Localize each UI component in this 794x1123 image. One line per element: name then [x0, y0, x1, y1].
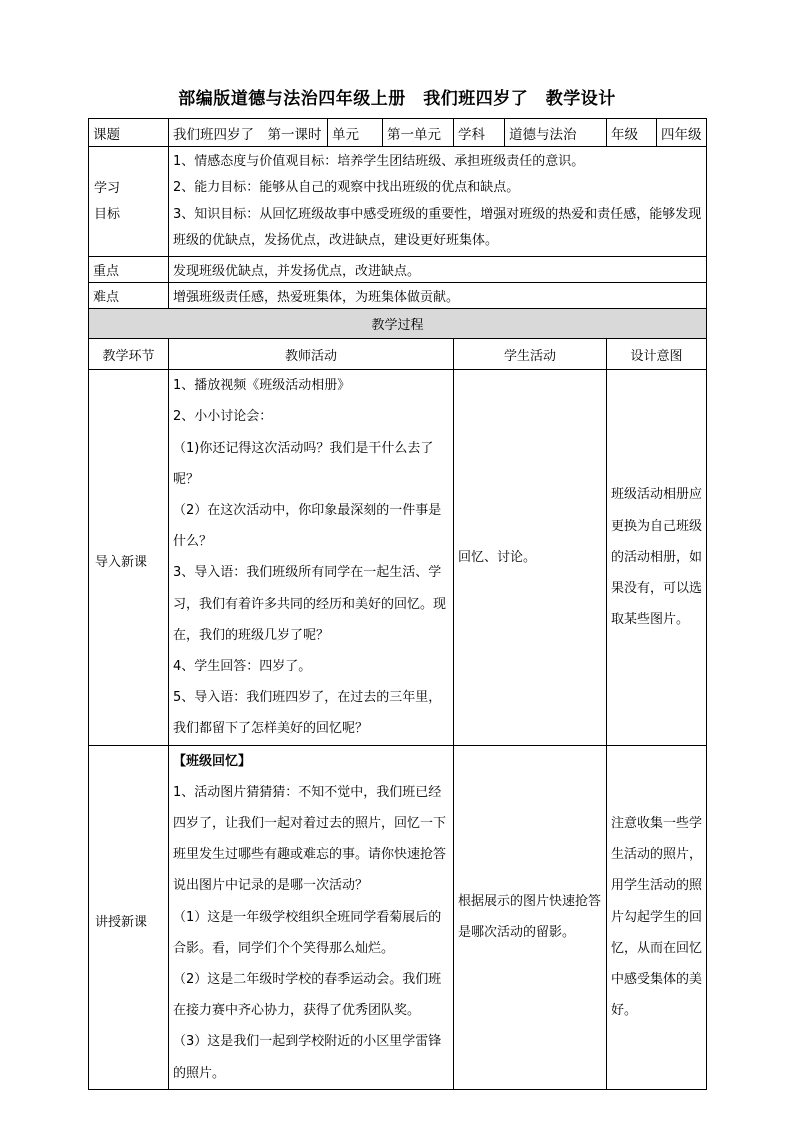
new-lesson-photo-3: （3）这是我们一起到学校附近的小区里学雷锋的照片。 — [173, 1034, 442, 1081]
document-title: 部编版道德与法治四年级上册 我们班四岁了 教学设计 — [178, 89, 616, 109]
new-lesson-step-1: 1、活动图片猜猜猜：不知不觉中，我们班已经四岁了，让我们一起对着过去的照片，回忆一下班里发生过哪些有趣或难忘的事。请你快速抢答说出图片中记录的是哪一次活动？ — [173, 784, 447, 894]
process-title: 教学过程 — [89, 309, 707, 339]
difficult-point-text: 增强班级责任感，热爱班集体，为班集体做贡献。 — [169, 283, 707, 309]
key-point-text: 发现班级优缺点，并发扬优点，改进缺点。 — [169, 257, 707, 283]
learning-goals-label: 学习 目标 — [89, 147, 169, 257]
subject-value: 道德与法治 — [505, 119, 607, 147]
column-header-intent: 设计意图 — [607, 339, 707, 370]
stage-row-new-lesson — [89, 745, 707, 1089]
goal-item-emotion: 1、情感态度与价值观目标：培养学生团结班级、承担班级责任的意识。 — [173, 154, 585, 169]
intro-step-3: 3、导入语：我们班级所有同学在一起生活、学习，我们有着许多共同的经历和美好的回忆。现在，我们的班级几岁了呢？ — [173, 565, 447, 643]
topic-value: 我们班四岁了 第一课时 — [169, 119, 328, 147]
header-row — [89, 119, 707, 147]
lesson-plan-table — [88, 118, 707, 1090]
difficult-point-label: 难点 — [89, 283, 169, 309]
subject-label: 学科 — [454, 119, 505, 147]
teacher-activity-new-lesson — [169, 745, 454, 1089]
intro-step-2-q2: （2）在这次活动中，你印象最深刻的一件事是什么？ — [173, 503, 442, 550]
intro-step-2-q1: （1)你还记得这次活动吗？我们是干什么去了呢？ — [173, 440, 434, 487]
student-activity-intro: 回忆、讨论。 — [454, 370, 607, 745]
key-point-row — [89, 257, 707, 283]
grade-value: 四年级 — [657, 119, 707, 147]
new-lesson-photo-2: （2）这是二年级时学校的春季运动会。我们班在接力赛中齐心协力，获得了优秀团队奖。 — [173, 972, 442, 1019]
intro-step-2: 2、小小讨论会： — [173, 409, 273, 425]
learning-goals-row — [89, 147, 707, 257]
design-intent-new-lesson: 注意收集一些学生活动的照片，用学生活动的照片勾起学生的回忆，从而在回忆中感受集体的美好。 — [607, 745, 707, 1089]
teacher-activity-intro — [169, 370, 454, 745]
column-header-teacher: 教师活动 — [169, 339, 454, 370]
difficult-point-row — [89, 283, 707, 309]
class-memory-heading: 【班级回忆】 — [173, 753, 252, 769]
column-header-stage: 教学环节 — [89, 339, 169, 370]
key-point-label: 重点 — [89, 257, 169, 283]
unit-label: 单元 — [328, 119, 383, 147]
stage-row-intro — [89, 370, 707, 745]
stage-name-new-lesson: 讲授新课 — [89, 745, 169, 1089]
design-intent-intro: 班级活动相册应更换为自己班级的活动相册，如果没有，可以选取某些图片。 — [607, 370, 707, 745]
process-column-headers — [89, 339, 707, 370]
intro-step-5: 5、导入语：我们班四岁了，在过去的三年里，我们都留下了怎样美好的回忆呢？ — [173, 690, 442, 737]
stage-name-intro: 导入新课 — [89, 370, 169, 745]
grade-label: 年级 — [607, 119, 657, 147]
topic-label: 课题 — [89, 119, 169, 147]
intro-step-1: 1、播放视频《班级活动相册》 — [173, 378, 351, 394]
goal-item-knowledge: 3、知识目标：从回忆班级故事中感受班级的重要性，增强对班级的热爱和责任感，能够发现班级的优缺点，发扬优点，改进缺点，建设更好班集体。 — [173, 206, 702, 248]
intro-step-4: 4、学生回答：四岁了。 — [173, 659, 312, 675]
student-activity-new-lesson: 根据展示的图片快速抢答是哪次活动的留影。 — [454, 745, 607, 1089]
new-lesson-photo-1: （1）这是一年级学校组织全班同学看菊展后的合影。看，同学们个个笑得那么灿烂。 — [173, 909, 442, 956]
learning-goals-content — [169, 147, 707, 257]
column-header-student: 学生活动 — [454, 339, 607, 370]
unit-value: 第一单元 — [383, 119, 454, 147]
goal-item-ability: 2、能力目标：能够从自己的观察中找出班级的优点和缺点。 — [173, 180, 520, 196]
process-title-row — [89, 309, 707, 339]
